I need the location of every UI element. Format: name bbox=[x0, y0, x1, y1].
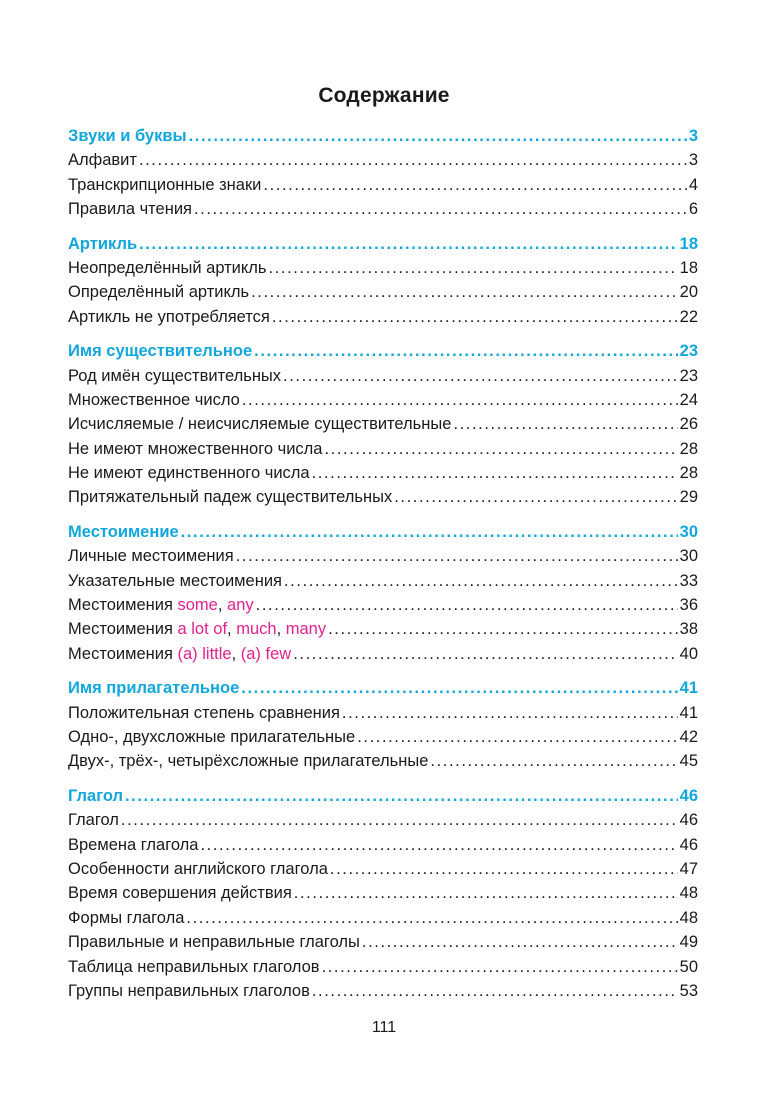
dot-leader bbox=[312, 461, 678, 485]
toc-item[interactable]: Группы неправильных глаголов ..... 53 bbox=[68, 979, 698, 1003]
highlight-word: (a) few bbox=[240, 644, 292, 663]
toc-item[interactable]: Алфавит ..... 3 bbox=[68, 148, 698, 172]
toc-item[interactable]: Время совершения действия ..... 48 bbox=[68, 881, 698, 905]
dot-leader bbox=[342, 701, 678, 725]
toc-item[interactable]: Таблица неправильных глаголов ..... 50 bbox=[68, 955, 698, 979]
dot-leader bbox=[283, 364, 678, 388]
toc-item[interactable]: Правила чтения ..... 6 bbox=[68, 197, 698, 221]
dot-leader bbox=[293, 642, 677, 666]
toc-item[interactable]: Одно-, двухсложные прилагательные ..... 42 bbox=[68, 725, 698, 749]
toc-item-label: Местоимения a lot of, much, many bbox=[68, 620, 327, 639]
dot-leader bbox=[284, 569, 678, 593]
dot-leader bbox=[186, 906, 677, 930]
dot-leader bbox=[324, 437, 677, 461]
toc-item[interactable]: Исчисляемые / неисчисляемые существительные ..... 26 bbox=[68, 412, 698, 436]
highlight-word: many bbox=[285, 620, 327, 639]
dot-leader bbox=[236, 544, 678, 568]
toc-item-label: Местоимения some, any bbox=[68, 596, 254, 615]
toc-item[interactable]: Неопределённый артикль ..... 18 bbox=[68, 256, 698, 280]
toc-item[interactable]: Указательные местоимения ..... 33 bbox=[68, 569, 698, 593]
dot-leader bbox=[328, 617, 678, 641]
dot-leader bbox=[294, 881, 678, 905]
table-of-contents bbox=[68, 124, 698, 1013]
toc-item[interactable]: Множественное число ..... 24 bbox=[68, 388, 698, 412]
page-number: 111 bbox=[371, 1019, 397, 1036]
dot-leader bbox=[194, 197, 687, 221]
highlight-word: any bbox=[227, 596, 254, 615]
toc-section-heading[interactable]: Местоимение ..... 30 bbox=[68, 520, 698, 544]
toc-item[interactable]: Формы глагола ..... 48 bbox=[68, 906, 698, 930]
toc-item-label: Местоимения (a) little, (a) few bbox=[68, 644, 292, 663]
dot-leader bbox=[312, 979, 678, 1003]
dot-leader bbox=[181, 520, 678, 544]
toc-item[interactable]: Не имеют единственного числа ..... 28 bbox=[68, 461, 698, 485]
toc-item[interactable]: Глагол ..... 46 bbox=[68, 808, 698, 832]
dot-leader bbox=[251, 280, 678, 304]
toc-section bbox=[68, 124, 698, 222]
dot-leader bbox=[201, 833, 678, 857]
toc-section-heading[interactable]: Имя прилагательное ..... 41 bbox=[68, 676, 698, 700]
dot-leader bbox=[357, 725, 677, 749]
dot-leader bbox=[394, 485, 677, 509]
toc-item[interactable]: Определённый артикль ..... 20 bbox=[68, 280, 698, 304]
toc-item[interactable]: Не имеют множественного числа ..... 28 bbox=[68, 437, 698, 461]
dot-leader bbox=[269, 256, 678, 280]
dot-leader bbox=[242, 388, 678, 412]
dot-leader bbox=[121, 808, 678, 832]
toc-item[interactable]: Род имён существительных ..... 23 bbox=[68, 364, 698, 388]
dot-leader bbox=[241, 676, 677, 700]
page-title: Содержание bbox=[318, 84, 450, 107]
toc-item[interactable]: Местоимения a lot of, much, many ..... 38 bbox=[68, 617, 698, 641]
highlight-word: some bbox=[177, 596, 218, 615]
dot-leader bbox=[125, 784, 678, 808]
dot-leader bbox=[256, 593, 678, 617]
toc-item[interactable]: Транскрипционные знаки ..... 4 bbox=[68, 173, 698, 197]
toc-section-heading[interactable]: Звуки и буквы ..... 3 bbox=[68, 124, 698, 148]
dot-leader bbox=[362, 930, 678, 954]
toc-section-heading[interactable]: Глагол ..... 46 bbox=[68, 784, 698, 808]
toc-item[interactable]: Местоимения (a) little, (a) few ..... 40 bbox=[68, 642, 698, 666]
toc-section-heading[interactable]: Имя существительное ..... 23 bbox=[68, 339, 698, 363]
toc-item[interactable]: Времена глагола ..... 46 bbox=[68, 833, 698, 857]
dot-leader bbox=[430, 749, 677, 773]
toc-item[interactable]: Двух-, трёх-, четырёхсложные прилагательные ..... 45 bbox=[68, 749, 698, 773]
toc-section bbox=[68, 232, 698, 330]
highlight-word: a lot of bbox=[177, 620, 228, 639]
dot-leader bbox=[189, 124, 687, 148]
toc-item[interactable]: Личные местоимения ..... 30 bbox=[68, 544, 698, 568]
toc-item[interactable]: Местоимения some, any ..... 36 bbox=[68, 593, 698, 617]
dot-leader bbox=[254, 339, 677, 363]
dot-leader bbox=[139, 232, 678, 256]
dot-leader bbox=[263, 173, 686, 197]
dot-leader bbox=[322, 955, 678, 979]
toc-item[interactable]: Правильные и неправильные глаголы ..... 49 bbox=[68, 930, 698, 954]
dot-leader bbox=[139, 148, 687, 172]
toc-section bbox=[68, 676, 698, 774]
dot-leader bbox=[453, 412, 677, 436]
toc-section-heading[interactable]: Артикль ..... 18 bbox=[68, 232, 698, 256]
toc-item[interactable]: Артикль не употребляется ..... 22 bbox=[68, 305, 698, 329]
toc-item[interactable]: Особенности английского глагола ..... 47 bbox=[68, 857, 698, 881]
toc-section bbox=[68, 784, 698, 1004]
toc-item[interactable]: Притяжательный падеж существительных ..... 29 bbox=[68, 485, 698, 509]
highlight-word: (a) little bbox=[177, 644, 232, 663]
dot-leader bbox=[330, 857, 678, 881]
dot-leader bbox=[272, 305, 678, 329]
toc-item[interactable]: Положительная степень сравнения ..... 41 bbox=[68, 701, 698, 725]
toc-section bbox=[68, 339, 698, 510]
highlight-word: much bbox=[236, 620, 277, 639]
toc-section bbox=[68, 520, 698, 666]
